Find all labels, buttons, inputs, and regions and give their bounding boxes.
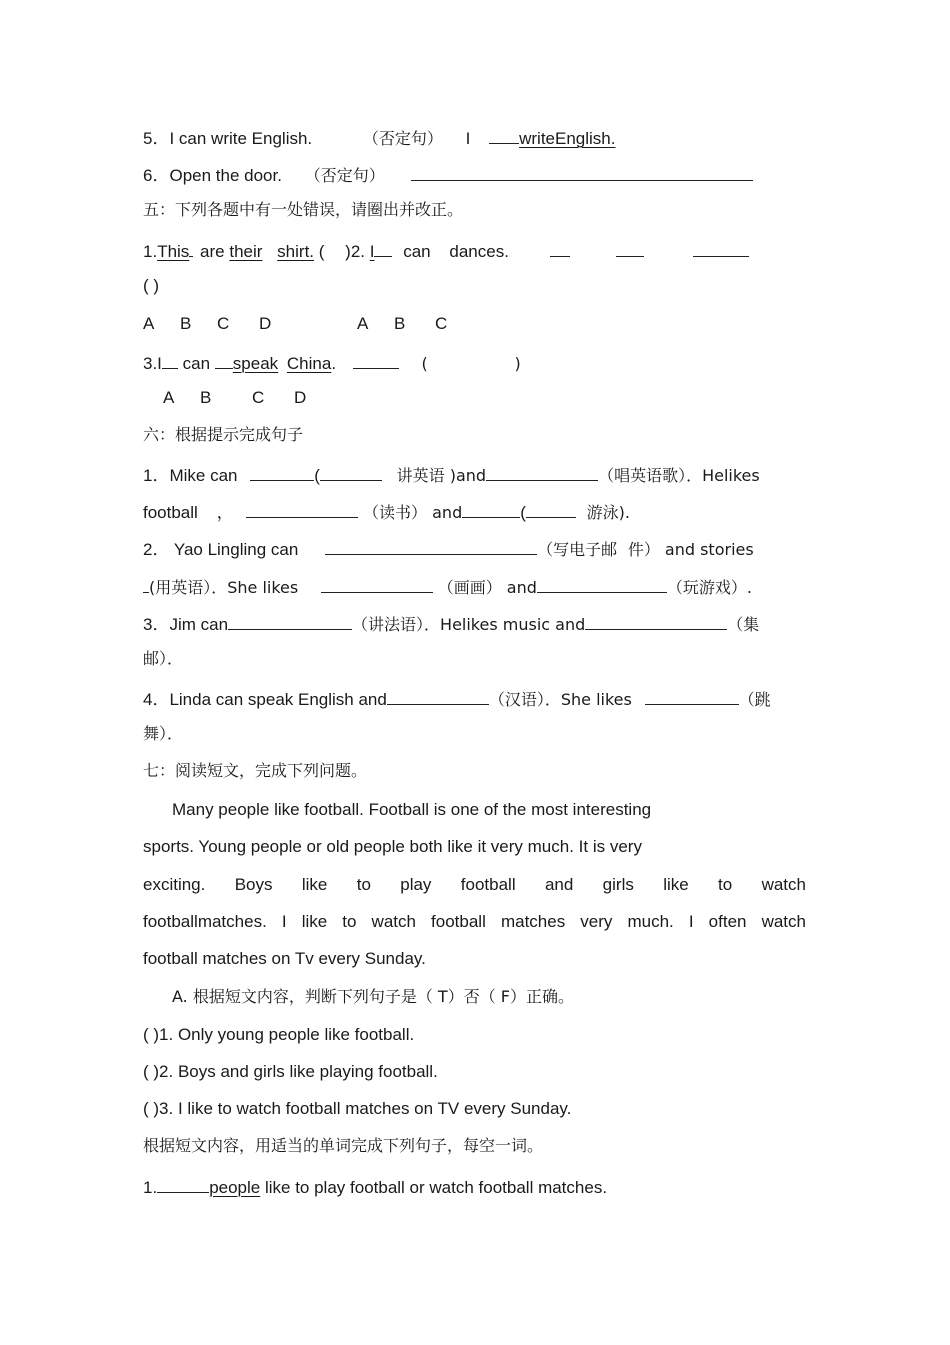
sec6-s3-hint-1: （讲法语）．Helikes music and xyxy=(352,615,586,634)
q6-number: 6． xyxy=(143,166,170,185)
passage-line-4 xyxy=(143,911,806,933)
passage-word: Boys xyxy=(234,875,273,894)
passage-word: and xyxy=(544,875,574,894)
sec6-s1-blank-4[interactable] xyxy=(246,499,358,518)
sec5-item2-blank-1[interactable] xyxy=(550,238,570,257)
sec6-s1-paren: ( xyxy=(314,466,320,485)
sec6-s3-blank-1[interactable] xyxy=(228,611,352,630)
passage-word: play xyxy=(400,875,432,894)
sec5-item3-dot: . xyxy=(331,354,337,373)
sec6-s4-line1 xyxy=(143,686,771,711)
passage-word: like xyxy=(301,912,328,931)
sec6-s1-line1 xyxy=(143,462,760,487)
passage-line-2: sports. Young people or old people both like it very much. It is very xyxy=(143,837,642,856)
sec5-item1-bracket-open: ( xyxy=(318,242,325,261)
sec6-s2-hint-2: 件） and stories xyxy=(627,540,754,559)
sec5-letter: A xyxy=(357,314,369,333)
passage-word: much. xyxy=(627,912,674,931)
passage-word: very xyxy=(580,912,613,931)
tf-item: ( )1. Only young people like football. xyxy=(143,1025,415,1044)
q5-blank[interactable] xyxy=(489,125,519,144)
passage-word: exciting. xyxy=(143,875,206,894)
sec5-item1-word-b: are xyxy=(200,242,225,261)
sec6-s1-hint-2: （唱英语歌）．Helikes xyxy=(598,466,760,485)
sec6-s1-hint-1: 讲英语 )and xyxy=(396,466,487,485)
sec5-letter: B xyxy=(200,388,212,407)
passage-line-5: football matches on Tv every Sunday. xyxy=(143,949,426,968)
q5-subject: I xyxy=(465,129,471,148)
sec5-item2-word-a: I xyxy=(369,242,375,261)
sec5-item3-blank[interactable] xyxy=(353,350,399,369)
sec6-s3-text: 3．Jim can xyxy=(143,615,229,634)
sec6-s2-text: 2． Yao Lingling can xyxy=(143,540,299,559)
sec6-s1-text: 1．Mike can xyxy=(143,466,238,485)
sec6-s1-blank-5[interactable] xyxy=(462,499,520,518)
sec5-paren: ( ) xyxy=(143,276,160,295)
sec6-s1-text: football xyxy=(143,503,198,522)
passage-word: watch xyxy=(761,912,806,931)
sec5-item3-word-c: speak xyxy=(232,354,279,373)
sec6-s2-line2 xyxy=(143,574,752,599)
sec6-s2-line1 xyxy=(143,536,754,561)
q6-hint: （否定句） xyxy=(304,166,385,185)
sec5-item3-number: 3.I xyxy=(143,354,162,373)
sec6-s2-hint-4: （画画） and xyxy=(437,578,537,597)
sec6-s2-hint-1: （写电子邮 xyxy=(537,540,618,559)
passage-word: I xyxy=(688,912,694,931)
tf-item: ( )3. I like to watch football matches on TV every Sunday. xyxy=(143,1099,572,1118)
sec6-s4-text: 4．Linda can speak English and xyxy=(143,690,387,709)
fill-item-text: like to play football or watch football matches. xyxy=(260,1178,608,1197)
sec6-s4-hint-2: （跳 xyxy=(738,690,771,709)
q5-answer: writeEnglish. xyxy=(519,129,616,148)
tf-item: ( )2. Boys and girls like playing football. xyxy=(143,1062,438,1081)
passage-word: I xyxy=(281,912,287,931)
sec6-s3-line2: 邮）． xyxy=(143,649,184,668)
passage-word: football xyxy=(431,912,486,931)
sec6-s4-hint-1: （汉语）．She likes xyxy=(488,690,632,709)
sec5-item3-paren-open: ( xyxy=(421,354,428,373)
fill-item-number: 1. xyxy=(143,1178,158,1197)
part-b-instruction: 根据短文内容，用适当的单词完成下列句子，每空一词。 xyxy=(143,1136,544,1155)
sec6-s2-blank-3[interactable] xyxy=(537,574,667,593)
sec5-letter: A xyxy=(163,388,175,407)
sec6-s3-hint-2: （集 xyxy=(727,615,760,634)
fill-item-answer: people xyxy=(209,1178,261,1197)
passage-word: footballmatches. xyxy=(143,912,267,931)
passage-word: like xyxy=(663,875,689,894)
sec5-item1-number: 1. xyxy=(143,242,158,261)
sec5-letter: B xyxy=(394,314,406,333)
sec6-s2-hint-3: (用英语）．She likes xyxy=(149,578,299,597)
sec6-s3-line1 xyxy=(143,611,759,636)
sec6-s4-blank-2[interactable] xyxy=(645,686,739,705)
passage-word: football xyxy=(460,875,516,894)
sec6-s1-line2 xyxy=(143,499,630,524)
sec6-s1-blank-3[interactable] xyxy=(486,462,598,481)
q5-hint: （否定句） xyxy=(362,129,443,148)
fill-item-blank[interactable] xyxy=(157,1174,209,1193)
sec5-letter: D xyxy=(259,314,272,333)
sec5-item2-word-c: dances. xyxy=(449,242,509,261)
sec6-s2-blank-1[interactable] xyxy=(325,536,537,555)
sec5-item3-line xyxy=(143,350,521,375)
sec5-letter: A xyxy=(143,314,155,333)
q5-line xyxy=(143,125,615,150)
sec5-item2-blank-3[interactable] xyxy=(693,238,749,257)
passage-word: to xyxy=(356,875,371,894)
sec5-item1-word-c: their xyxy=(229,242,263,261)
sec5-letter: B xyxy=(180,314,192,333)
sec5-heading: 五：下列各题中有一处错误，请圈出并改正。 xyxy=(143,200,464,219)
sec5-letter: C xyxy=(252,388,265,407)
sec6-s2-hint-5: （玩游戏）. xyxy=(666,578,753,597)
passage-word: often xyxy=(708,912,747,931)
sec6-heading: 六：根据提示完成句子 xyxy=(143,425,304,444)
part-a-instruction: A. 根据短文内容，判断下列句子是（ T）否（ F）正确。 xyxy=(172,987,574,1006)
sec5-item2-word-b: can xyxy=(403,242,431,261)
sec5-letter: C xyxy=(435,314,448,333)
q6-line xyxy=(143,162,753,187)
q5-sentence: I can write English. xyxy=(169,129,313,148)
passage-word: girls xyxy=(602,875,634,894)
sec5-letter: C xyxy=(217,314,230,333)
sec5-item1-word-a: This xyxy=(157,242,190,261)
passage-word: watch xyxy=(371,912,416,931)
passage-word: matches xyxy=(500,912,566,931)
sec5-item1-bracket-close: ) xyxy=(345,242,351,261)
passage-word: to xyxy=(718,875,733,894)
passage-word: like xyxy=(301,875,328,894)
sec6-s1-hint-4: 游泳). xyxy=(586,503,630,522)
passage-word: watch xyxy=(761,875,806,894)
sec5-item3-paren-close: ) xyxy=(514,354,521,373)
passage-line-3 xyxy=(143,874,806,896)
q5-number: 5． xyxy=(143,129,170,148)
sec5-item2-blank-2[interactable] xyxy=(616,238,644,257)
sec5-item1-line xyxy=(143,238,749,263)
sec5-item3-word-b: can xyxy=(182,354,211,373)
q6-sentence: Open the door. xyxy=(169,166,282,185)
sec5-item3-word-d: China xyxy=(286,354,332,373)
sec6-s4-blank-1[interactable] xyxy=(387,686,489,705)
sec6-s4-line2: 舞）． xyxy=(143,724,184,743)
sec6-s2-blank-2[interactable] xyxy=(321,574,433,593)
passage-line-1: Many people like football. Football is one of the most interesting xyxy=(172,800,652,819)
sec6-s1-blank-1[interactable] xyxy=(250,462,314,481)
sec5-item2-number: 2. xyxy=(350,242,366,261)
sec6-s1-hint-3: （读书） and xyxy=(363,503,463,522)
passage-word: to xyxy=(342,912,357,931)
sec5-item1-word-d: shirt. xyxy=(277,242,315,261)
sec6-s1-comma: ， xyxy=(216,503,234,522)
sec5-letter: D xyxy=(294,388,307,407)
sec6-s1-paren-2: ( xyxy=(520,503,526,522)
fill-item-1 xyxy=(143,1174,607,1199)
sec6-s1-blank-2[interactable] xyxy=(320,462,382,481)
sec6-s3-blank-2[interactable] xyxy=(585,611,727,630)
sec7-heading: 七：阅读短文，完成下列问题。 xyxy=(143,761,368,780)
q6-blank[interactable] xyxy=(411,162,753,181)
sec6-s1-blank-6[interactable] xyxy=(526,499,576,518)
